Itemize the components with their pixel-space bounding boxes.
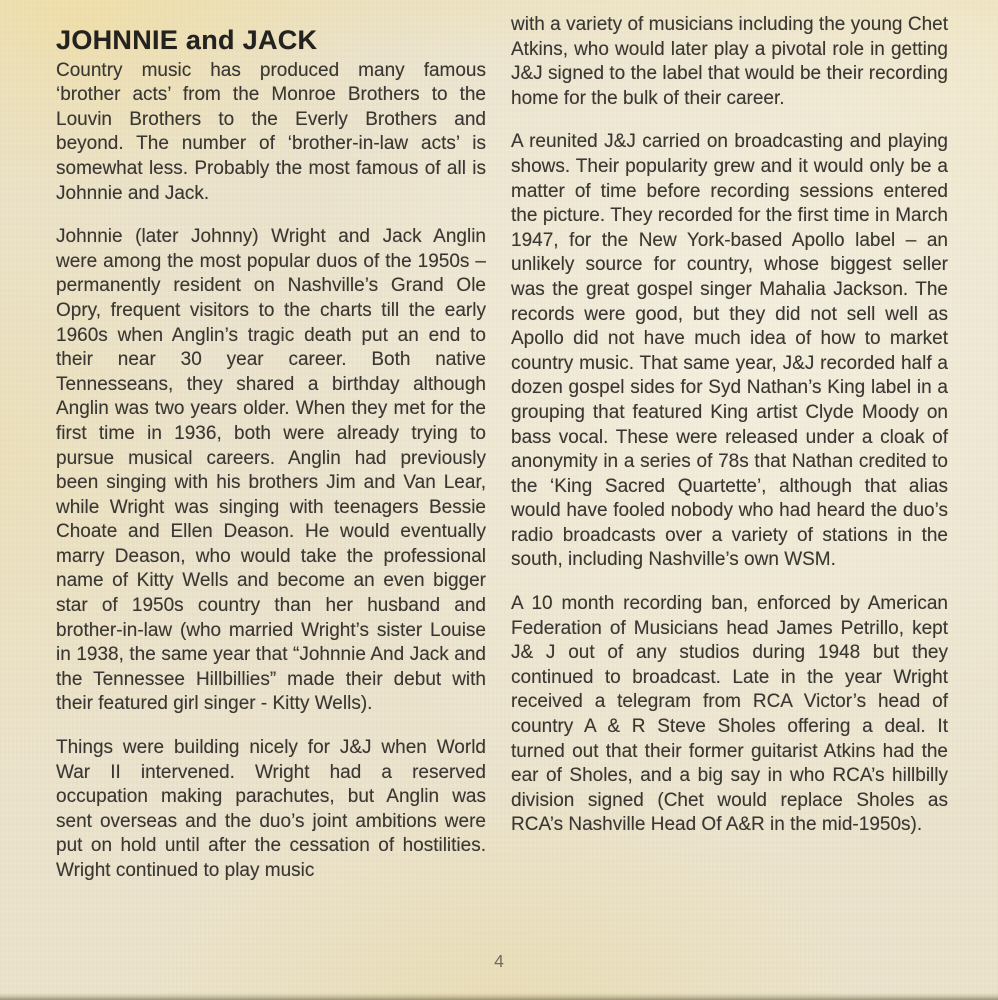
page-number: 4 bbox=[494, 951, 504, 971]
paragraph-right-2: A reunited J&J carried on broadcasting and playing shows. Their popularity grew and it would only be a matter of time before recording sessions entered the picture. They recorded for the first time in March 1947, for the New York-based Apollo label – an unlikely source for country, whose biggest seller was the great gospel singer Mahalia Jackson. The records were good, but they did not sell well as Apollo did not have much idea of how to market country music. That same year, J&J recorded half a dozen gospel sides for Syd Nathan’s King label in a grouping that featured King artist Clyde Moody on bass vocal. These were released under a cloak of anonymity in a series of 78s that Nathan credited to the ‘King Sacred Quartette’, although that alias would have fooled nobody who had heard the duo’s radio broadcasts over a variety of stations in the south, including Nashville’s own WSM. bbox=[511, 131, 948, 571]
page-title: JOHNNIE and JACK bbox=[56, 25, 318, 55]
paragraph-left-3: Things were building nicely for J&J when World War II intervened. Wright had a reserved occupation making parachutes, but Anglin was sent overseas and the duo’s joint ambitions were put on hold until after the cessation of hostilities. Wright continued to play music bbox=[56, 737, 486, 881]
right-column bbox=[511, 13, 948, 857]
left-column bbox=[56, 25, 486, 903]
paragraph-left-2: Johnnie (later Johnny) Wright and Jack Anglin were among the most popular duos of the 1950s – permanently resident on Nashville’s Grand Ole Opry, frequent visitors to the charts till the early 1960s when Anglin’s tragic death put an end to their near 30 year career. Both native Tennesseans, they shared a birthday although Anglin was two years older. When they met for the first time in 1936, both were already trying to pursue musical careers. Anglin had previously been singing with his brothers Jim and Van Lear, while Wright was singing with teenagers Bessie Choate and Ellen Deason. He would eventually marry Deason, who would take the professional name of Kitty Wells and become an even bigger star of 1950s country than her husband and brother-in-law (who married Wright’s sister Louise in 1938, the same year that “Johnnie And Jack and the Tennessee Hillbillies” made their debut with their featured girl singer - Kitty Wells). bbox=[56, 226, 486, 715]
paragraph-right-1: with a variety of musicians including the young Chet Atkins, who would later play a pivotal role in getting J&J signed to the label that would be their recording home for the bulk of their career. bbox=[511, 14, 948, 109]
paragraph-right-3: A 10 month recording ban, enforced by American Federation of Musicians head James Petrillo, kept J& J out of any studios during 1948 but they continued to broadcast. Late in the year Wright received a telegram from RCA Victor’s head of country A & R Steve Sholes offering a deal. It turned out that their former guitarist Atkins had the ear of Sholes, and a big say in who RCA’s hillbilly division signed (Chet would replace Sholes as RCA’s Nashville Head Of A&R in the mid-1950s). bbox=[511, 593, 948, 836]
paragraph-left-1: Country music has produced many famous ‘brother acts’ from the Monroe Brothers to the Louvin Brothers to the Everly Brothers and beyond. The number of ‘brother-in-law acts’ is somewhat less. Probably the most famous of all is Johnnie and Jack. bbox=[56, 59, 486, 204]
